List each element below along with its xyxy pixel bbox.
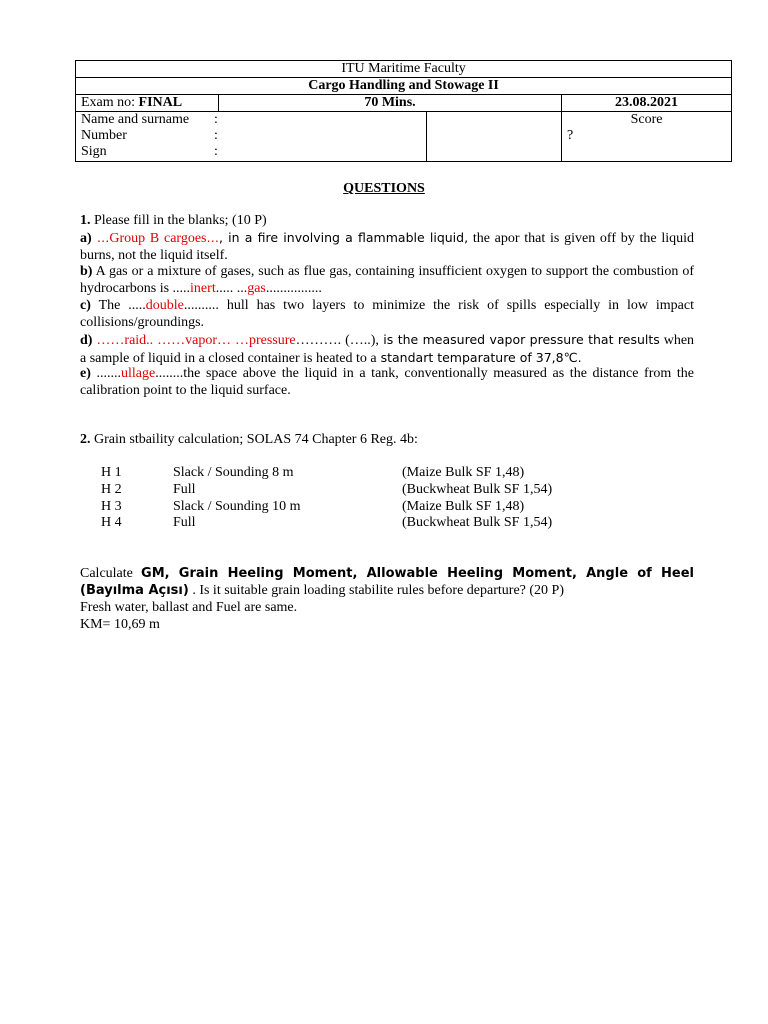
exam-date: 23.08.2021 [562, 95, 732, 112]
student-info-cell [76, 112, 427, 162]
q2-calculate: Calculate GM, Grain Heeling Moment, Allowable Heeling Moment, Angle of Heel (Bayılma Açısı) . Is it suitable grain loading stabilite rules before departure? (20 P) [80, 566, 694, 598]
score-value: ? [567, 128, 574, 143]
calc-items: GM, Grain Heeling Moment, Allowable Heeling Moment, Angle of Heel (Bayılma Açısı) [80, 566, 694, 598]
q1-item-b: b) A gas or a mixture of gases, such as flue gas, containing insufficient oxygen to support the combustion of hydrocarbons is .....inert..... ...gas................ [80, 264, 694, 296]
sign-colon[interactable]: : [214, 144, 218, 159]
blank-cell [427, 112, 562, 162]
q1-item-c: c) The .....double.......... hull has two layers to minimize the risk of spills especially in low impact collisions/groundings. [80, 298, 694, 330]
q1-item-a: a) …Group B cargoes…, in a fire involving a flammable liquid, the apor that is given off by the liquid burns, not the liquid itself. [80, 230, 694, 263]
exam-no-value: FINAL [138, 95, 183, 110]
answer-d2: vapor [185, 333, 218, 348]
q1-item-d: d) ……raid.. ……vapor… …pressure………. (…..), is the measured vapor pressure that results when a sample of liquid in a closed container is heated to a standart temparature of 37,8℃. [80, 332, 695, 366]
score-cell [562, 112, 732, 162]
exam-duration: 70 Mins. [219, 95, 562, 112]
questions-heading: QUESTIONS [343, 181, 425, 196]
answer-e: ullage [121, 366, 156, 381]
number-label: Number [81, 128, 127, 143]
answer-c: double [145, 298, 184, 313]
q2-number: 2. [80, 432, 91, 447]
exam-no-label: Exam no: [81, 95, 136, 110]
hold-row: H 1 Slack / Sounding 8 m (Maize Bulk SF 1,48) [101, 465, 525, 480]
q1-number: 1. [80, 213, 91, 228]
exam-header-table [75, 60, 732, 162]
name-colon[interactable]: : [214, 112, 218, 127]
holds-list [101, 465, 701, 532]
sign-label: Sign [81, 144, 107, 159]
exam-no-cell [76, 95, 219, 112]
name-label: Name and surname [81, 112, 190, 127]
answer-d3: pressure [248, 333, 296, 348]
q2-note: Fresh water, ballast and Fuel are same. [80, 600, 298, 615]
answer-d1: raid [124, 333, 147, 348]
q1-intro: 1. Please fill in the blanks; (10 P) [80, 213, 267, 228]
hold-row: H 3 Slack / Sounding 10 m (Maize Bulk SF 1,48) [101, 498, 525, 514]
course-title: Cargo Handling and Stowage II [76, 78, 732, 95]
answer-b1: inert [190, 280, 216, 296]
hold-row: H 2 Full (Buckwheat Bulk SF 1,54) [101, 481, 553, 497]
faculty-title: ITU Maritime Faculty [76, 61, 732, 78]
answer-a: Group B cargoes [109, 231, 207, 246]
q1-item-e: e) .......ullage........the space above the liquid in a tank, conventionally measured as the distance from the calibration point to the liquid surface. [80, 366, 694, 398]
number-colon[interactable]: : [214, 128, 218, 143]
hold-row: H 4 Full (Buckwheat Bulk SF 1,54) [101, 515, 553, 531]
q2-km: KM= 10,69 m [80, 617, 160, 632]
q2-intro: 2. Grain stbaility calculation; SOLAS 74 Chapter 6 Reg. 4b: [80, 432, 418, 447]
score-label: Score [630, 112, 663, 127]
answer-b2: gas [247, 280, 266, 296]
